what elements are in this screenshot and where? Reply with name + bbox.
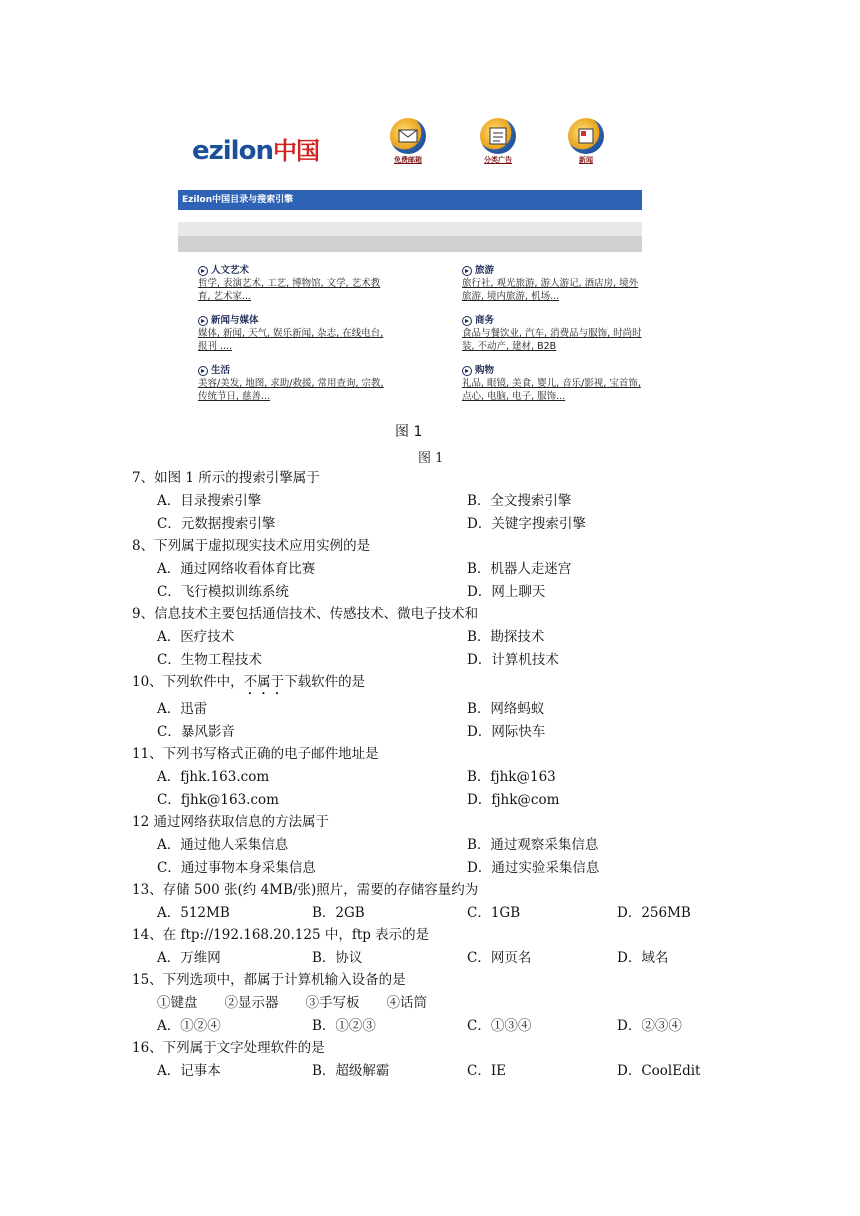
category-travel: 旅游 旅行社, 观光旅游, 游人游记, 酒店房, 境外旅游, 境内旅游, 机场... <box>462 265 639 302</box>
option-c: C．fjhk@163.com <box>157 792 279 808</box>
option-d: D．网上聊天 <box>467 584 546 600</box>
option-a: A．目录搜索引擎 <box>157 493 262 509</box>
divider-band <box>178 222 642 236</box>
question-choices-list: ①键盘 ②显示器 ③手写板 ④话筒 <box>157 995 427 1011</box>
option-a: A．医疗技术 <box>157 629 235 645</box>
question-stem: 11、下列书写格式正确的电子邮件地址是 <box>132 746 379 762</box>
option-a: A．记事本 <box>157 1063 221 1079</box>
option-d: D．关键字搜索引擎 <box>467 516 586 532</box>
option-b: B．①②③ <box>312 1018 376 1034</box>
option-a: A．①②④ <box>157 1018 221 1034</box>
emphasized-text: 不属于 <box>243 674 285 690</box>
category-news-media: 新闻与媒体 媒体, 新闻, 天气, 娱乐新闻, 杂志, 在线电台, 报刊 .... <box>198 315 384 352</box>
arrow-bullet-icon <box>462 316 472 326</box>
option-a: A．fjhk.163.com <box>157 769 270 785</box>
option-a: A．通过他人采集信息 <box>157 837 289 853</box>
divider-band <box>178 236 642 252</box>
option-b: B．2GB <box>312 905 365 921</box>
option-d: D．CoolEdit <box>617 1063 701 1079</box>
question-stem: 16、下列属于文字处理软件的是 <box>132 1040 325 1056</box>
mail-icon <box>378 118 438 165</box>
arrow-bullet-icon <box>198 316 208 326</box>
option-a: A．512MB <box>157 905 230 921</box>
option-c: C．1GB <box>467 905 521 921</box>
question-stem: 10、下列软件中，不属于下载软件的是 <box>132 674 366 690</box>
option-d: D．256MB <box>617 905 691 921</box>
option-c: C．网页名 <box>467 950 532 966</box>
option-b: B．超级解霸 <box>312 1063 390 1079</box>
figure-ezilon-screenshot <box>178 104 644 416</box>
arrow-bullet-icon <box>462 366 472 376</box>
question-stem: 7、如图 1 所示的搜索引擎属于 <box>132 470 320 486</box>
option-a: A．迅雷 <box>157 701 208 717</box>
ezilon-logo: ezilon中国 <box>192 136 319 166</box>
option-b: B．fjhk@163 <box>467 769 556 785</box>
question-stem: 9、信息技术主要包括通信技术、传感技术、微电子技术和 <box>132 606 479 622</box>
option-d: D．fjhk@com <box>467 792 560 808</box>
category-shopping: 购物 礼品, 眼镜, 美食, 婴儿, 音乐/影视, 宝首饰, 点心, 电脑, 电子, 服饰... <box>462 365 641 402</box>
option-b: B．机器人走迷宫 <box>467 561 572 577</box>
question-stem: 15、下列选项中，都属于计算机输入设备的是 <box>132 972 406 988</box>
news-icon <box>556 118 616 165</box>
option-d: D．计算机技术 <box>467 652 559 668</box>
option-c: C．通过事物本身采集信息 <box>157 860 316 876</box>
option-c: C．飞行模拟训练系统 <box>157 584 289 600</box>
option-b: B．通过观察采集信息 <box>467 837 599 853</box>
icon-label-mail: 免费邮箱 <box>394 156 422 164</box>
arrow-bullet-icon <box>198 366 208 376</box>
arrow-bullet-icon <box>198 266 208 276</box>
question-stem: 12 通过网络获取信息的方法属于 <box>132 814 329 830</box>
option-a: A．万维网 <box>157 950 221 966</box>
option-b: B．全文搜索引擎 <box>467 493 572 509</box>
option-a: A．通过网络收看体育比赛 <box>157 561 316 577</box>
option-c: C．①③④ <box>467 1018 532 1034</box>
question-stem: 14、在 ftp://192.168.20.125 中，ftp 表示的是 <box>132 927 430 943</box>
classified-icon <box>468 118 528 165</box>
category-life: 生活 美容/美发, 地图, 求助/救援, 常用查询, 宗教, 传统节日, 慈善... <box>198 365 384 402</box>
option-b: B．勘探技术 <box>467 629 545 645</box>
option-c: C．元数据搜索引擎 <box>157 516 276 532</box>
category-arts: 人文艺术 哲学, 表演艺术, 工艺, 博物馆, 文学, 艺术教育, 艺术家... <box>198 265 381 302</box>
option-d: D．网际快车 <box>467 724 546 740</box>
option-b: B．协议 <box>312 950 363 966</box>
option-b: B．网络蚂蚁 <box>467 701 545 717</box>
option-c: C．IE <box>467 1063 507 1079</box>
category-business: 商务 食品与餐饮业, 汽车, 消费品与服饰, 时尚时装, 不动产, 建材, B2B <box>462 315 642 352</box>
option-d: D．②③④ <box>617 1018 682 1034</box>
icon-label-news: 新闻 <box>579 156 593 164</box>
question-stem: 13、存储 500 张(约 4MB/张)照片，需要的存储容量约为 <box>132 882 479 898</box>
figure-caption: 图 1 <box>395 424 423 440</box>
question-stem: 8、下列属于虚拟现实技术应用实例的是 <box>132 538 371 554</box>
option-c: C．生物工程技术 <box>157 652 262 668</box>
arrow-bullet-icon <box>462 266 472 276</box>
option-d: D．域名 <box>617 950 669 966</box>
option-c: C．暴风影音 <box>157 724 235 740</box>
option-d: D．通过实验采集信息 <box>467 860 600 876</box>
figure-caption-secondary: 图 1 <box>418 451 444 466</box>
directory-header-bar: Ezilon中国目录与搜索引擎 <box>178 190 642 210</box>
icon-label-classified: 分类广告 <box>484 156 512 164</box>
